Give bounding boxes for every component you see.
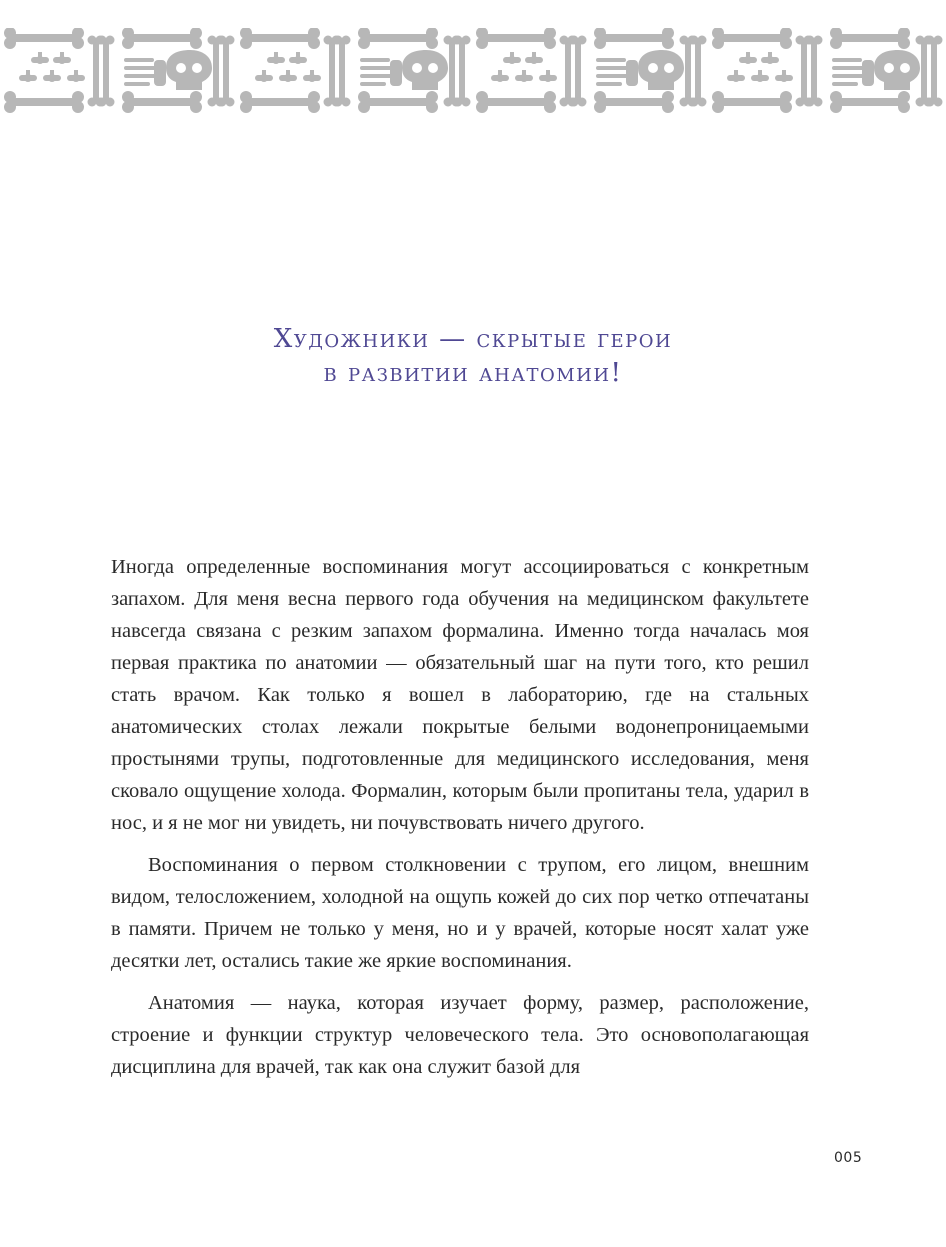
bone-border-ornament — [0, 28, 946, 114]
bone-border-ornament-icon — [0, 28, 946, 114]
paragraph-3: Анатомия — наука, которая изучает форму, размер, расположение, строение и функции структур человеческого тела. Это основополагающая дисциплина для врачей, так как она служит базой для — [111, 992, 809, 1078]
chapter-title — [0, 322, 946, 390]
chapter-title-line-1: Художники — скрытые герои — [273, 324, 673, 354]
paragraph-2: Воспоминания о первом столкновении с трупом, его лицом, внешним видом, телосложением, холодной на ощупь кожей до сих пор четко отпечатаны в памяти. Причем не только у меня, но и у врачей, которые носят халат уже десятки лет, остались такие же яркие воспоминания. — [111, 854, 809, 972]
paragraph-1: Иногда определенные воспоминания могут ассоциироваться с конкретным запахом. Для меня весна первого года обучения на медицинском факультете навсегда связана с резким запахом формалина. Именно тогда началась моя первая практика по анатомии — обязательный шаг на пути того, кто решил стать врачом. Как только я вошел в лабораторию, где на стальных анатомических столах лежали покрытые белыми водонепроницаемыми простынями трупы, подготовленные для медицинского исследования, меня сковало ощущение холода. Формалин, которым были пропитаны тела, ударил в нос, и я не мог ни увидеть, ни почувствовать ничего другого. — [111, 556, 809, 834]
chapter-title-line-2: в развитии анатомии! — [323, 358, 623, 388]
page-number: 005 — [834, 1150, 863, 1166]
body-text — [111, 551, 809, 1093]
